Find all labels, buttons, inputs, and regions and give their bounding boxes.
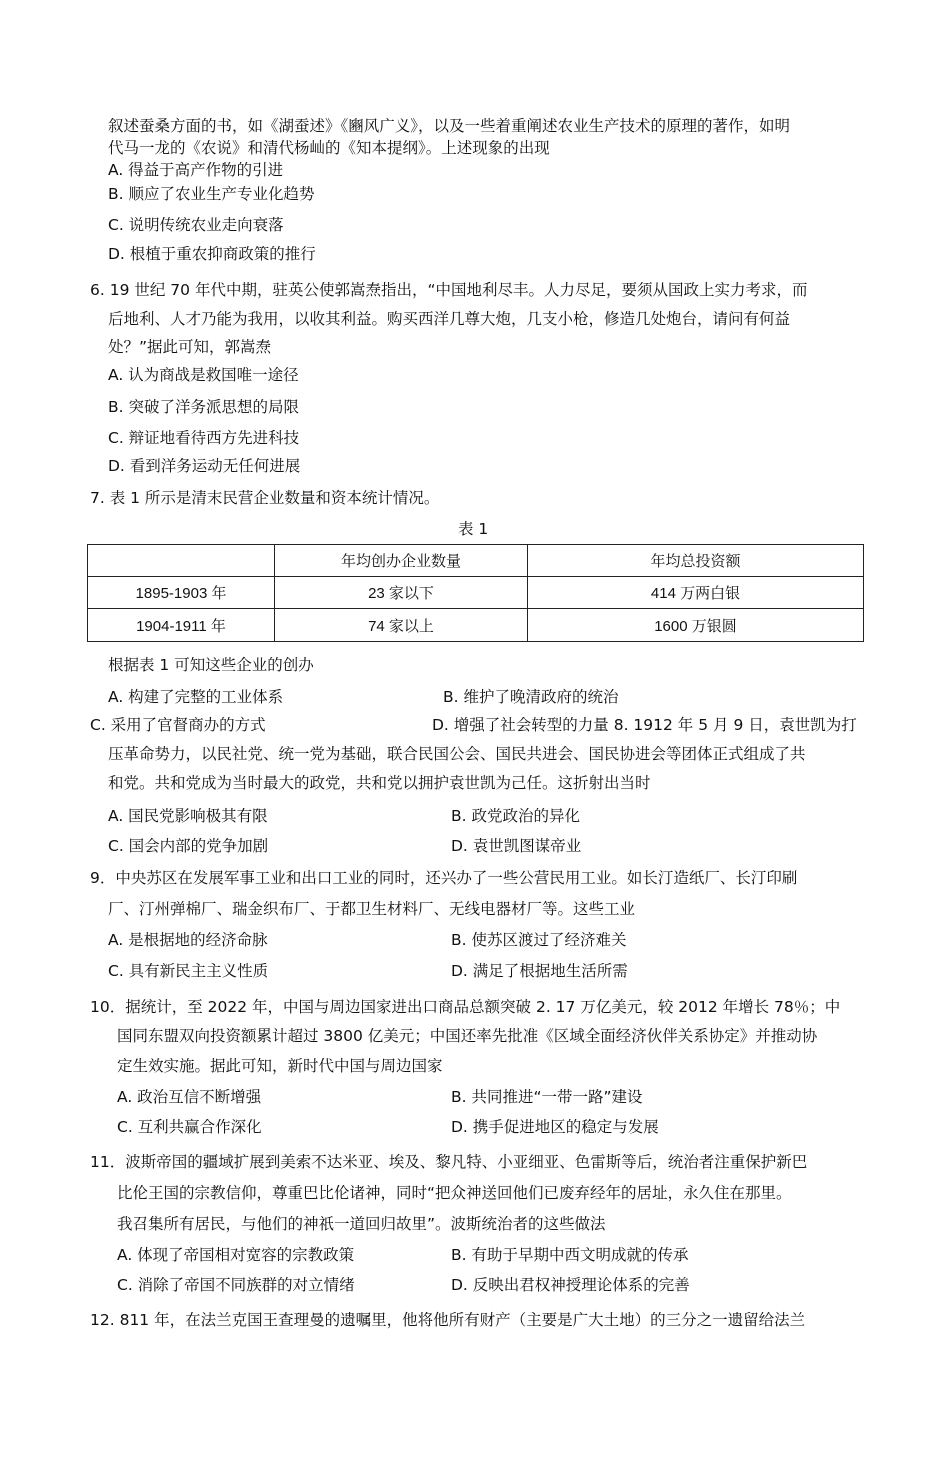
- q9-stem-line1: 9．中央苏区在发展军事工业和出口工业的同时，还兴办了一些公营民用工业。如长汀造纸厂、长汀印刷: [90, 869, 798, 887]
- q8-option-c: C. 国会内部的党争加剧: [108, 837, 269, 855]
- table-cell: 74 家以上: [275, 609, 528, 642]
- q10-stem-line1: 10．据统计，至 2022 年，中国与周边国家进出口商品总额突破 2. 17 万亿美元，较 2012 年增长 78％；中: [90, 998, 841, 1016]
- q10-option-b: B. 共同推进“一带一路”建设: [451, 1088, 643, 1106]
- q8-option-a: A. 国民党影响极其有限: [108, 807, 268, 825]
- table-cell: 1895-1903 年: [88, 577, 275, 609]
- q5-stem-line2: 代马一龙的《农说》和清代杨屾的《知本提纲》。上述现象的出现: [108, 139, 550, 157]
- q11-option-b: B. 有助于早期中西文明成就的传承: [451, 1246, 689, 1264]
- q9-option-d: D. 满足了根据地生活所需: [451, 962, 628, 980]
- q6-stem-line1: 6. 19 世纪 70 年代中期，驻英公使郭嵩焘指出，“中国地利尽丰。人力尽足，要须从国政上实力考求，而: [90, 281, 808, 299]
- q11-option-d: D. 反映出君权神授理论体系的完善: [451, 1276, 690, 1294]
- q5-option-a: A. 得益于高产作物的引进: [108, 161, 284, 179]
- q7-option-b: B. 维护了晚清政府的统治: [443, 688, 619, 706]
- q7-option-a: A. 构建了完整的工业体系: [108, 688, 284, 706]
- q10-option-d: D. 携手促进地区的稳定与发展: [451, 1118, 659, 1136]
- q8-option-b: B. 政党政治的异化: [451, 807, 580, 825]
- q6-option-a: A. 认为商战是救国唯一途径: [108, 366, 299, 384]
- q11-stem-line3: 我召集所有居民，与他们的神祇一道回归故里”。波斯统治者的这些做法: [117, 1215, 606, 1233]
- q10-option-c: C. 互利共赢合作深化: [117, 1118, 262, 1136]
- q6-option-b: B. 突破了洋务派思想的局限: [108, 398, 299, 416]
- q7-table-title: 表 1: [458, 520, 489, 538]
- q6-stem-line2: 后地利、人才乃能为我用，以收其利益。购买西洋几尊大炮，几支小枪，修造几处炮台，请问有何益: [108, 310, 791, 328]
- q10-stem-line3: 定生效实施。据此可知，新时代中国与周边国家: [117, 1057, 443, 1075]
- q10-option-a: A. 政治互信不断增强: [117, 1088, 262, 1106]
- q6-option-c: C. 辩证地看待西方先进科技: [108, 429, 300, 447]
- q9-option-c: C. 具有新民主主义性质: [108, 962, 269, 980]
- q9-option-b: B. 使苏区渡过了经济难关: [451, 931, 627, 949]
- table-header-cell: 年均创办企业数量: [275, 545, 528, 577]
- q9-stem-line2: 厂、汀州弹棉厂、瑞金织布厂、于都卫生材料厂、无线电器材厂等。这些工业: [108, 900, 636, 918]
- q11-option-a: A. 体现了帝国相对宽容的宗教政策: [117, 1246, 355, 1264]
- q7-option-d-and-q8: D. 增强了社会转型的力量 8. 1912 年 5 月 9 日，袁世凯为打: [432, 716, 857, 734]
- q12-stem-line1: 12. 811 年，在法兰克国王查理曼的遗嘱里，他将他所有财产（主要是广大土地）的三分之一遗留给法兰: [90, 1311, 806, 1329]
- table-cell: 1600 万银圆: [528, 609, 864, 642]
- q10-stem-line2: 国同东盟双向投资额累计超过 3800 亿美元；中国还率先批准《区域全面经济伙伴关系协定》并推动协: [117, 1027, 818, 1045]
- q7-after-table: 根据表 1 可知这些企业的创办: [108, 656, 314, 674]
- table-row: [88, 577, 864, 609]
- table-row: [88, 609, 864, 642]
- table-cell: 1904-1911 年: [88, 609, 275, 642]
- q9-option-a: A. 是根据地的经济命脉: [108, 931, 268, 949]
- table-header-row: [88, 545, 864, 577]
- table-header-cell: 年均总投资额: [528, 545, 864, 577]
- q7-stem: 7. 表 1 所示是清末民营企业数量和资本统计情况。: [90, 489, 440, 507]
- table-cell: 414 万两白银: [528, 577, 864, 609]
- table-cell: 23 家以下: [275, 577, 528, 609]
- q11-option-c: C. 消除了帝国不同族群的对立情绪: [117, 1276, 355, 1294]
- q7-option-c: C. 采用了官督商办的方式: [90, 716, 266, 734]
- q8-stem-line3: 和党。共和党成为当时最大的政党，共和党以拥护袁世凯为己任。这折射出当时: [108, 774, 651, 792]
- q5-option-c: C. 说明传统农业走向衰落: [108, 216, 284, 234]
- q8-stem-line2: 压革命势力，以民社党、统一党为基础，联合民国公会、国民共进会、国民协进会等团体正式组成了共: [108, 745, 806, 763]
- q6-option-d: D. 看到洋务运动无任何进展: [108, 457, 301, 475]
- q6-stem-line3: 处？”据此可知，郭嵩焘: [108, 338, 272, 356]
- q7-table: [87, 544, 864, 642]
- table-header-cell: [88, 545, 275, 577]
- q8-option-d: D. 袁世凯图谋帝业: [451, 837, 582, 855]
- q5-option-b: B. 顺应了农业生产专业化趋势: [108, 185, 315, 203]
- q11-stem-line2: 比伦王国的宗教信仰，尊重巴比伦诸神，同时“把众神送回他们已废弃经年的居址，永久住在那里。: [117, 1184, 792, 1202]
- q11-stem-line1: 11．波斯帝国的疆域扩展到美索不达米亚、埃及、黎凡特、小亚细亚、色雷斯等后，统治者注重保护新巴: [90, 1153, 808, 1171]
- q5-option-d: D. 根植于重农抑商政策的推行: [108, 245, 316, 263]
- q5-stem-line1: 叙述蚕桑方面的书，如《湖蚕述》《豳风广义》，以及一些着重阐述农业生产技术的原理的著作，如明: [108, 117, 791, 135]
